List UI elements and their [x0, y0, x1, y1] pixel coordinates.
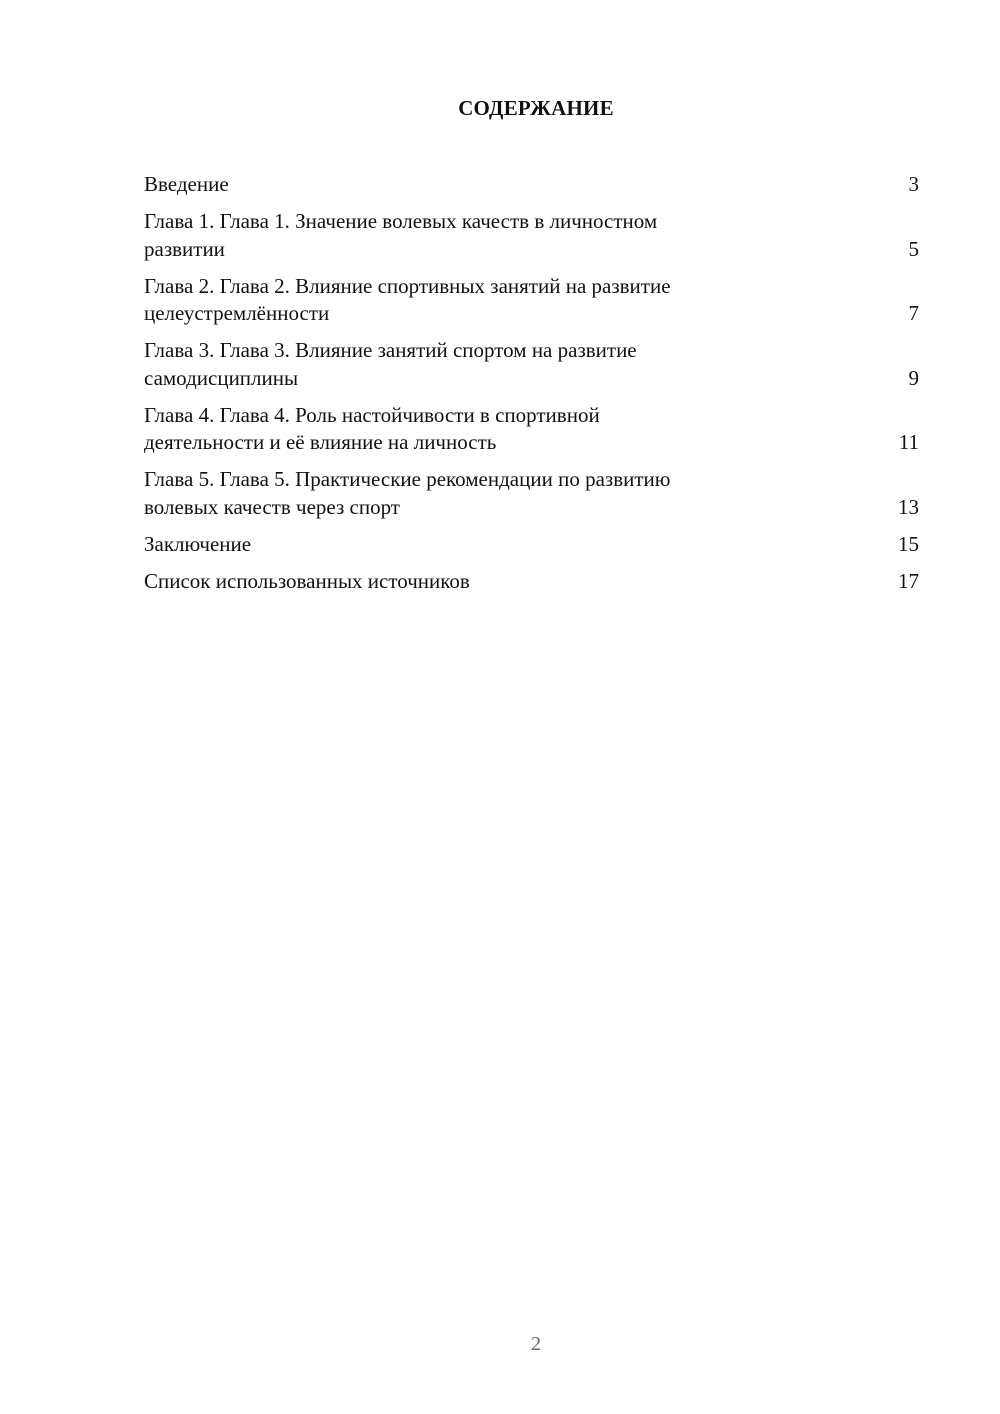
toc-entry-page: 5 [908, 236, 919, 261]
toc-entry-page: 13 [898, 494, 919, 519]
toc-entry-text: Список использованных источников [144, 568, 470, 593]
toc-entry-page: 17 [898, 568, 919, 593]
toc-entry-text: Глава 4. Глава 4. Роль настойчивости в спортивной деятельности и её влияние на личность [144, 402, 600, 454]
page-title: СОДЕРЖАНИЕ [458, 96, 614, 120]
toc-entry-chapter-1 [144, 208, 919, 263]
toc-entry-conclusion [144, 531, 919, 559]
toc-entry-text: Глава 2. Глава 2. Влияние спортивных занятий на развитие целеустремлённости [144, 273, 671, 325]
toc-entry-text: Глава 1. Глава 1. Значение волевых качеств в личностном развитии [144, 209, 658, 261]
toc-entry-page: 9 [908, 365, 919, 390]
toc-entry-text: Введение [144, 172, 229, 196]
toc-entry-chapter-2 [144, 273, 919, 328]
toc-entry-page: 7 [908, 301, 919, 325]
toc-entry-chapter-4 [144, 402, 919, 457]
table-of-contents [144, 171, 919, 605]
toc-entry-page: 3 [908, 172, 919, 196]
toc-entry-page: 15 [898, 531, 919, 556]
toc-entry-introduction [144, 171, 919, 199]
toc-entry-chapter-5 [144, 466, 919, 521]
toc-entry-text: Заключение [144, 531, 252, 556]
toc-entry-page: 11 [898, 430, 919, 454]
toc-entry-references [144, 568, 919, 596]
toc-entry-chapter-3 [144, 337, 919, 392]
page-number: 2 [531, 1333, 541, 1355]
toc-entry-text: Глава 5. Глава 5. Практические рекомендации по развитию волевых качеств через спорт [144, 467, 671, 519]
toc-entry-text: Глава 3. Глава 3. Влияние занятий спортом на развитие самодисциплины [144, 338, 637, 390]
